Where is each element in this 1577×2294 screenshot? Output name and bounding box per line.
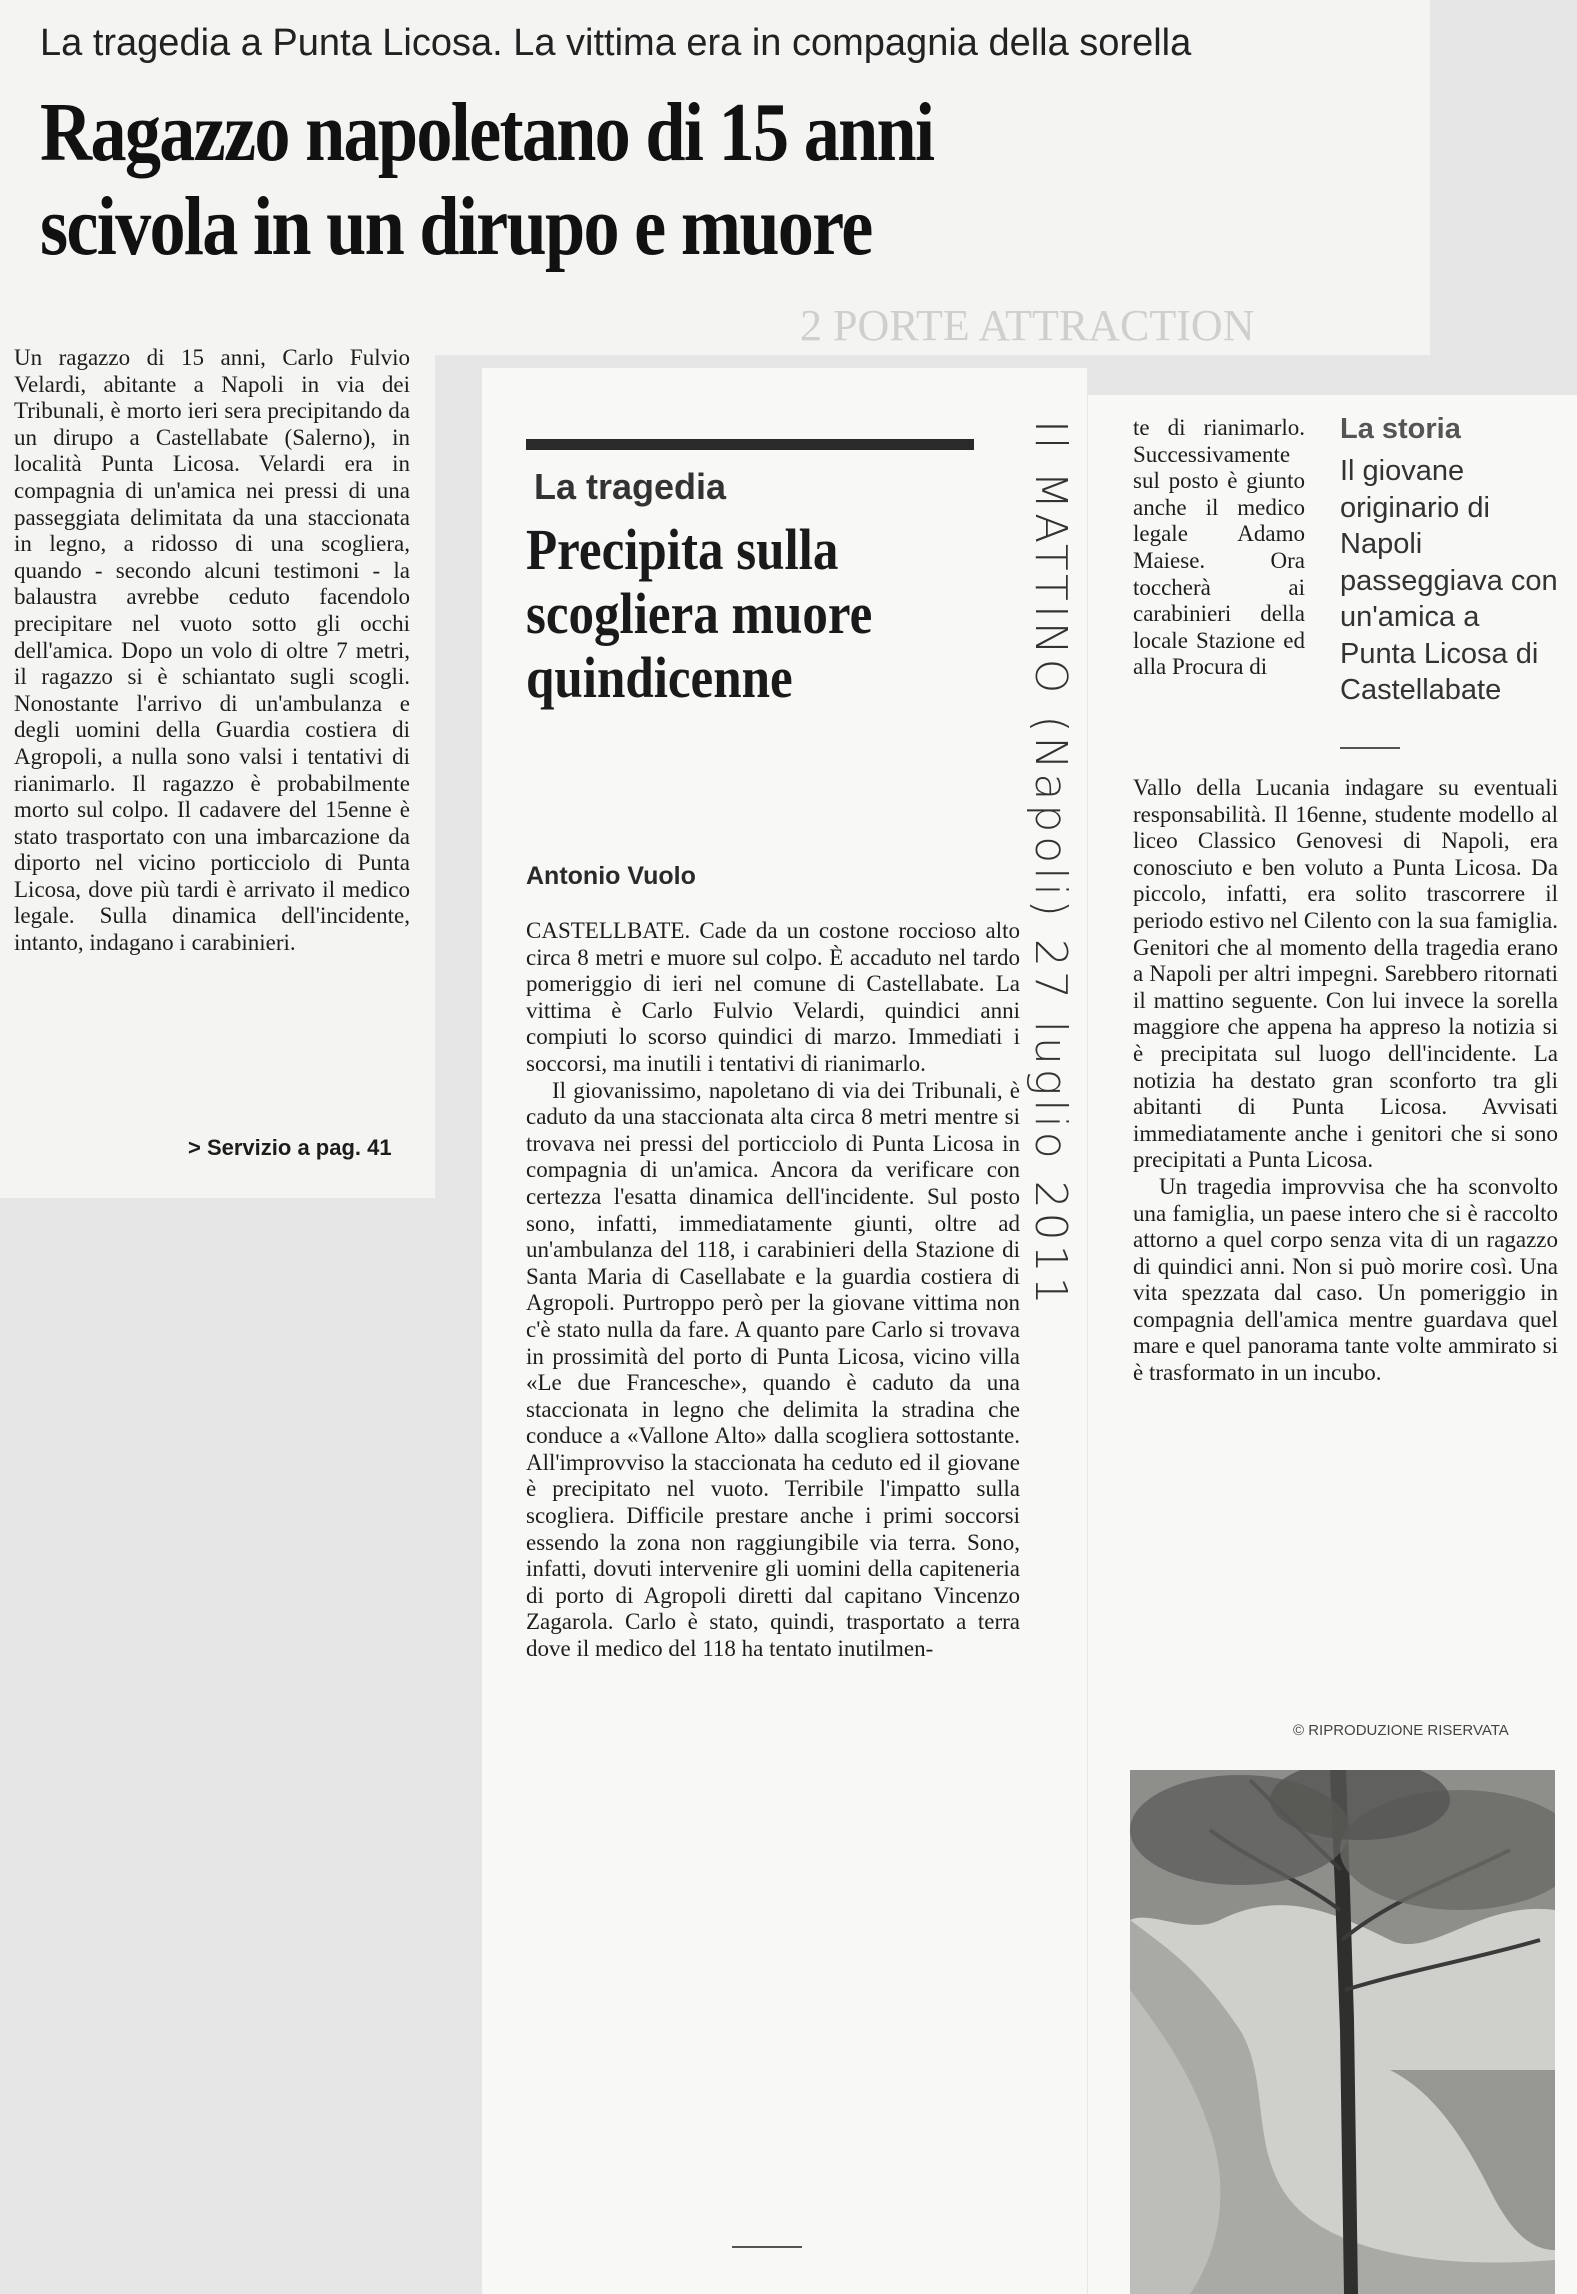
kicker-bar [526, 439, 974, 450]
bleed-through-text: 2 PORTE ATTRACTION [800, 301, 1255, 350]
byline: Antonio Vuolo [526, 862, 696, 890]
top-headline [40, 86, 1210, 274]
top-clipping [0, 0, 1430, 355]
top-kicker: La tragedia a Punta Licosa. La vittima era in compagnia della sorella [40, 22, 1192, 64]
right-paragraph-2: Un tragedia improvvisa che ha sconvolto una famiglia, un paese intero che si è raccolto attorno a quel corpo senza vita di un ragazzo di quindici anni. Non si può morire così. Una vita spezzata dal caso. Un pomeriggio in compagnia dell'amica mentre guardava quel mare e quel panorama tante volte ammirato si è trasformato in un incubo. [1133, 1173, 1558, 1386]
right-wide-column [1133, 775, 1558, 1387]
end-rule [732, 2246, 802, 2248]
story-box-text: Il giovane originario di Napoli passeggiava con un'amica a Punta Licosa di Castellabate [1340, 455, 1558, 706]
story-box-title: La storia [1340, 413, 1461, 445]
main-headline: Precipita sulla scogliera muore quindicenne [526, 517, 873, 710]
main-article-body [526, 918, 1020, 1663]
left-article-body: Un ragazzo di 15 anni, Carlo Fulvio Velardi, abitante a Napoli in via dei Tribunali, è morto ieri sera precipitando da un dirupo a Castellabate (Salerno), in località Punta Licosa. Velardi era in compagnia di un'amica nei pressi di una passeggiata delimitata da una staccionata in legno, a ridosso di una scogliera, quando - secondo alcuni testimoni - la balaustra avrebbe ceduto facendolo precipitare nel vuoto sotto gli occhi dell'amica. Dopo un volo di oltre 7 metri, il ragazzo si è schiantato sugli scogli. Nonostante l'arrivo di un'ambulanza e degli uomini della Guardia costiera di Agropoli, a nulla sono valsi i tentativi di rianimarlo. Il ragazzo è probabilmente morto sul colpo. Il cadavere del 15enne è stato trasportato con una imbarcazione da diporto nel vicino porticciolo di Punta Licosa, dove più tardi è arrivato il medico legale. Sulla dinamica dell'incidente, intanto, indagano i carabinieri. [14, 345, 410, 956]
right-paragraph-1: Vallo della Lucania indagare su eventuali responsabilità. Il 16enne, studente modello al liceo Classico Genovesi di Napoli, era conosciuto e ben voluto a Punta Licosa. Da piccolo, infatti, era solito trascorrere il periodo estivo nel Cilento con la sua famiglia. Genitori che al momento della tragedia erano a Napoli per altri impegni. Sarebbero ritornati il mattino seguente. Con lui invece la sorella maggiore che appena ha appreso la notizia si è precipitata sul luogo dell'incidente. La notizia ha destato gran sconforto tra gli abitanti di Punta Licosa. Avvisati immediatamente anche i genitori che si sono precipitati a Punta Licosa. [1133, 775, 1558, 1173]
copyright-notice: © RIPRODUZIONE RISERVATA [1293, 1722, 1509, 1739]
main-paragraph-2: Il giovanissimo, napoletano di via dei Tribunali, è caduto da una staccionata alta circa 8 metri mentre si trovava nei pressi del porticciolo di Punta Licosa in compagnia di un'amica. Ancora da verificare con certezza l'esatta dinamica dell'incidente. Sul posto sono, infatti, immediatamente giunti, oltre ad un'ambulanza del 118, i carabinieri della Stazione di Santa Maria di Casellabate e la guardia costiera di Agropoli. Purtroppo però per la giovane vittima non c'è stato nulla da fare. A quanto pare Carlo si trovava in prossimità del porto di Punta Licosa, vicino villa «Le due Francesche», quando è caduto da una staccionata in legno che delimita la stradina che conduce a «Vallone Alto» dalla scogliera sottostante. All'improvviso la staccionata ha ceduto ed il giovane è precipitato nel vuoto. Terribile l'impatto sulla scogliera. Difficile prestare anche i primi soccorsi essendo la zona non raggiungibile via terra. Sono, infatti, dovuti intervenire gli uomini della capiteneria di porto di Agropoli diretti dal capitano Vincenzo Zagarola. Carlo è stato, quindi, trasportato a terra dove il medico del 118 ha tentato inutilmen- [526, 1077, 1020, 1662]
main-clipping [482, 368, 1087, 2294]
handwritten-source-note: Il MATTINO (Napoli) 27 luglio 2011 [1025, 420, 1076, 1309]
page-reference: > Servizio a pag. 41 [188, 1135, 392, 1160]
right-clipping [1088, 395, 1577, 2294]
top-headline-line2: scivola in un dirupo e muore [40, 180, 872, 273]
main-kicker: La tragedia [534, 466, 727, 507]
story-box-rule [1340, 747, 1400, 749]
photo-illustration [1130, 1770, 1555, 2294]
left-clipping [0, 330, 435, 1198]
right-narrow-column: te di rianimarlo. Successivamente sul posto è giunto anche il medico legale Adamo Maiese. Ora toccherà ai carabinieri della locale Stazione ed alla Procura di [1133, 415, 1305, 680]
main-paragraph-1: CASTELLBATE. Cade da un costone roccioso alto circa 8 metri e muore sul colpo. È accaduto nel tardo pomeriggio di ieri nel comune di Castellabate. La vittima è Carlo Fulvio Velardi, quindici anni compiuti lo scorso quindici di marzo. Immediati i soccorsi, ma inutili i tentativi di rianimarlo. [526, 918, 1020, 1076]
coastline-photo [1130, 1770, 1555, 2294]
top-headline-line1: Ragazzo napoletano di 15 anni [40, 86, 934, 179]
